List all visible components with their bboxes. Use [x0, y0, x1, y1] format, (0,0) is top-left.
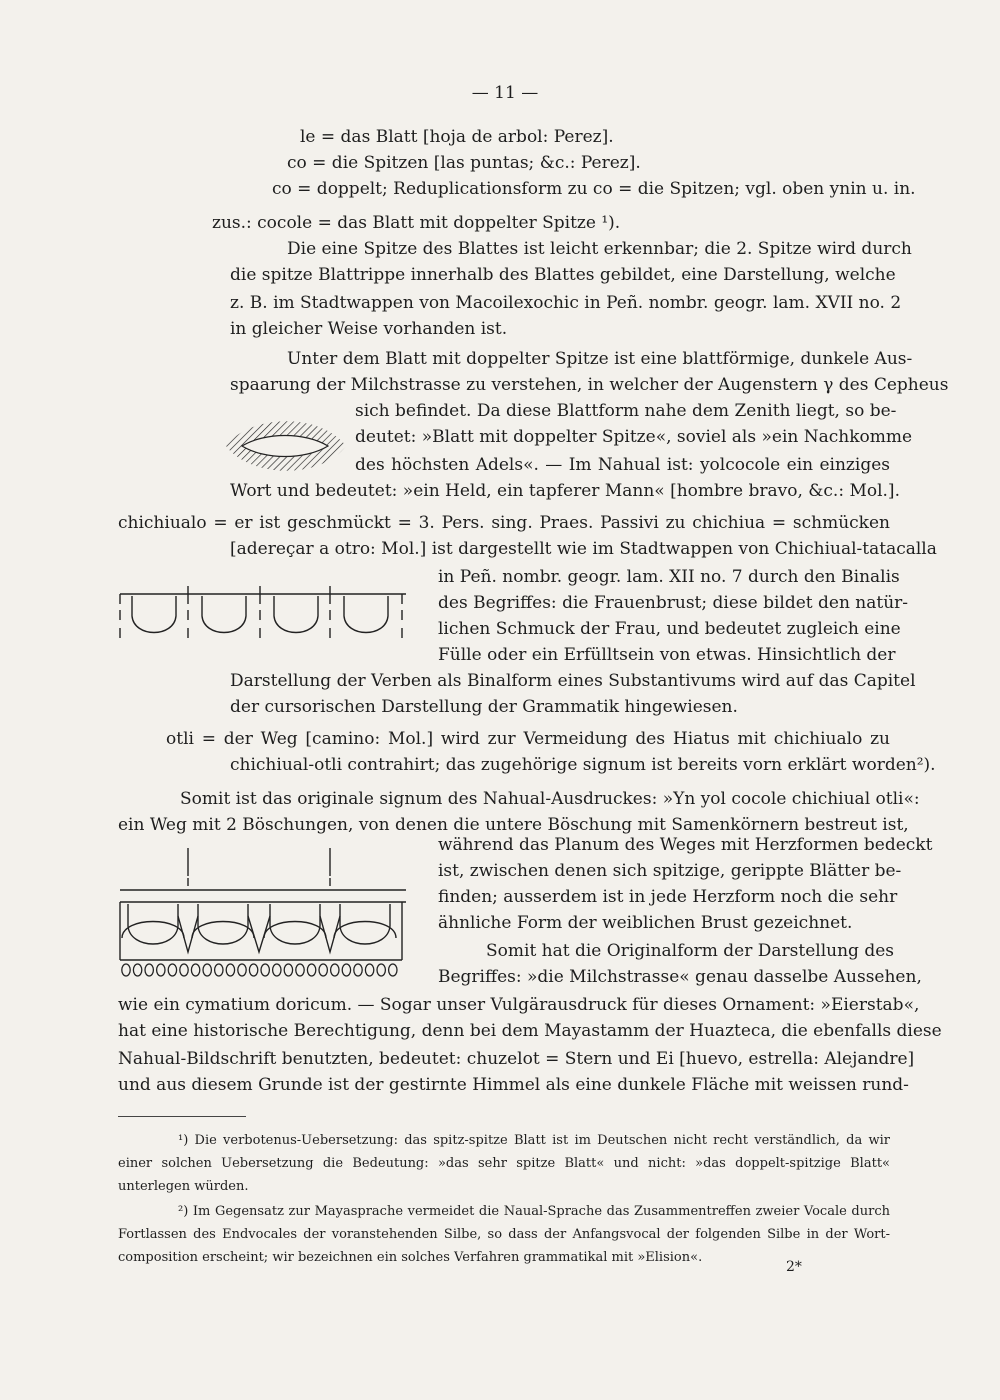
- seed-oval: [145, 964, 153, 976]
- text-line-27: während das Planum des Weges mit Herzformen bedeckt: [438, 835, 933, 855]
- seed-oval: [168, 964, 176, 976]
- text-line-21: Darstellung der Verben als Binalform eines Substantivums wird auf das Capitel: [230, 671, 916, 691]
- text-line-2: co = die Spitzen [las puntas; &c.: Perez].: [287, 153, 641, 173]
- footnote-1-line-1: ¹) Die verbotenus-Uebersetzung: das spitz-spitze Blatt ist im Deutschen nicht recht verständlich, da wir: [178, 1133, 890, 1148]
- text-line-29: finden; ausserdem ist in jede Herzform noch die sehr: [438, 887, 898, 907]
- sheet-signature-mark: 2*: [786, 1259, 802, 1275]
- seed-oval: [238, 964, 246, 976]
- text-line-22: der cursorischen Darstellung der Grammatik hingewiesen.: [230, 697, 738, 717]
- seed-oval: [307, 964, 315, 976]
- seed-oval: [319, 964, 327, 976]
- text-line-23: otli = der Weg [camino: Mol.] wird zur Vermeidung des Hiatus mit chichiualo zu: [166, 729, 890, 749]
- footnote-1-line-2: einer solchen Uebersetzung die Bedeutung: »das sehr spitze Blatt« und nicht: »das doppelt-spitzige Blatt«: [118, 1156, 890, 1171]
- seed-oval: [389, 964, 397, 976]
- footnote-2-line-3: composition erscheint; wir bezeichnen ein solches Verfahren grammatikal mit »Elision«.: [118, 1250, 703, 1265]
- seed-oval: [180, 964, 188, 976]
- seed-oval: [296, 964, 304, 976]
- seed-row: [122, 964, 397, 976]
- text-line-3: co = doppelt; Reduplicationsform zu co = die Spitzen; vgl. oben ynin u. in.: [272, 179, 916, 199]
- text-line-9: Unter dem Blatt mit doppelter Spitze ist eine blattförmige, dunkele Aus-: [287, 349, 913, 369]
- seed-oval: [331, 964, 339, 976]
- text-line-5: Die eine Spitze des Blattes ist leicht erkennbar; die 2. Spitze wird durch: [287, 239, 912, 259]
- seed-oval: [122, 964, 130, 976]
- seed-oval: [215, 964, 223, 976]
- text-line-26: ein Weg mit 2 Böschungen, von denen die untere Böschung mit Samenkörnern bestreut ist,: [118, 815, 909, 835]
- text-line-32: Begriffes: »die Milchstrasse« genau dasselbe Aussehen,: [438, 967, 922, 987]
- text-line-17: in Peñ. nombr. geogr. lam. XII no. 7 durch den Binalis: [438, 567, 900, 587]
- text-line-1: le = das Blatt [hoja de arbol: Perez].: [300, 127, 614, 147]
- text-line-28: ist, zwischen denen sich spitzige, gerippte Blätter be-: [438, 861, 902, 881]
- seed-oval: [365, 964, 373, 976]
- text-line-8: in gleicher Weise vorhanden ist.: [230, 319, 508, 339]
- leaf-figure: [220, 410, 350, 482]
- text-line-19: lichen Schmuck der Frau, und bedeutet zugleich eine: [438, 619, 901, 639]
- text-line-7: z. B. im Stadtwappen von Macoilexochic in Peñ. nombr. geogr. lam. XVII no. 2: [230, 293, 902, 313]
- seed-oval: [261, 964, 269, 976]
- text-line-34: hat eine historische Berechtigung, denn bei dem Mayastamm der Huazteca, die ebenfalls diese: [118, 1021, 942, 1041]
- text-line-36: und aus diesem Grunde ist der gestirnte Himmel als eine dunkele Fläche mit weissen rund-: [118, 1075, 909, 1095]
- text-line-31: Somit hat die Originalform der Darstellung des: [486, 941, 894, 961]
- text-line-30: ähnliche Form der weiblichen Brust gezeichnet.: [438, 913, 853, 933]
- text-line-6: die spitze Blattrippe innerhalb des Blattes gebildet, eine Darstellung, welche: [230, 265, 896, 285]
- seed-oval: [226, 964, 234, 976]
- text-line-12: deutet: »Blatt mit doppelter Spitze«, soviel als »ein Nachkomme: [355, 427, 913, 447]
- seed-oval: [191, 964, 199, 976]
- text-line-24: chichiual-otli contrahirt; das zugehörige signum ist bereits vorn erklärt worden²).: [230, 755, 936, 775]
- seed-oval: [377, 964, 385, 976]
- text-line-11: sich befindet. Da diese Blattform nahe dem Zenith liegt, so be-: [355, 401, 897, 421]
- seed-oval: [342, 964, 350, 976]
- footnote-2-line-1: ²) Im Gegensatz zur Mayasprache vermeidet die Naual-Sprache das Zusammentreffen zweier Vocale durch: [178, 1204, 890, 1219]
- text-line-15: chichiualo = er ist geschmückt = 3. Pers. sing. Praes. Passivi zu chichiua = schmücken: [118, 513, 890, 533]
- text-line-14: Wort und bedeutet: »ein Held, ein tapferer Mann« [hombre bravo, &c.: Mol.].: [230, 481, 900, 501]
- text-line-10: spaarung der Milchstrasse zu verstehen, in welcher der Augenstern γ des Cepheus: [230, 375, 949, 395]
- text-line-20: Fülle oder ein Erfülltsein von etwas. Hinsichtlich der: [438, 645, 896, 665]
- text-line-33: wie ein cymatium doricum. — Sogar unser Vulgärausdruck für dieses Ornament: »Eierstab«,: [118, 995, 920, 1015]
- seed-oval: [157, 964, 165, 976]
- footnote-1-line-3: unterlegen würden.: [118, 1179, 249, 1194]
- text-line-25: Somit ist das originale signum des Nahual-Ausdruckes: »Yn yol cocole chichiual otli«:: [180, 789, 920, 809]
- breast-figure: [118, 586, 408, 650]
- footnote-2-line-2: Fortlassen des Endvocales der voranstehenden Silbe, so dass der Anfangsvocal der folgenden Silbe in der Wort-: [118, 1227, 890, 1242]
- seed-oval: [203, 964, 211, 976]
- seed-oval: [133, 964, 141, 976]
- text-line-16: [adereçar a otro: Mol.] ist dargestellt wie im Stadtwappen von Chichiual-tatacalla: [230, 539, 937, 559]
- text-line-35: Nahual-Bildschrift benutzten, bedeutet: chuzelot = Stern und Ei [huevo, estrella: Alejandre]: [118, 1049, 915, 1069]
- footnote-rule: [118, 1116, 246, 1117]
- seed-oval: [249, 964, 257, 976]
- seed-oval: [354, 964, 362, 976]
- text-line-13: des höchsten Adels«. — Im Nahual ist: yolcocole ein einziges: [355, 455, 890, 475]
- seed-oval: [284, 964, 292, 976]
- seed-oval: [273, 964, 281, 976]
- text-line-4: zus.: cocole = das Blatt mit doppelter Spitze ¹).: [212, 213, 621, 233]
- page-number: — 11 —: [471, 83, 539, 103]
- text-line-18: des Begriffes: die Frauenbrust; diese bildet den natür-: [438, 593, 909, 613]
- cymatium-figure: [118, 842, 408, 982]
